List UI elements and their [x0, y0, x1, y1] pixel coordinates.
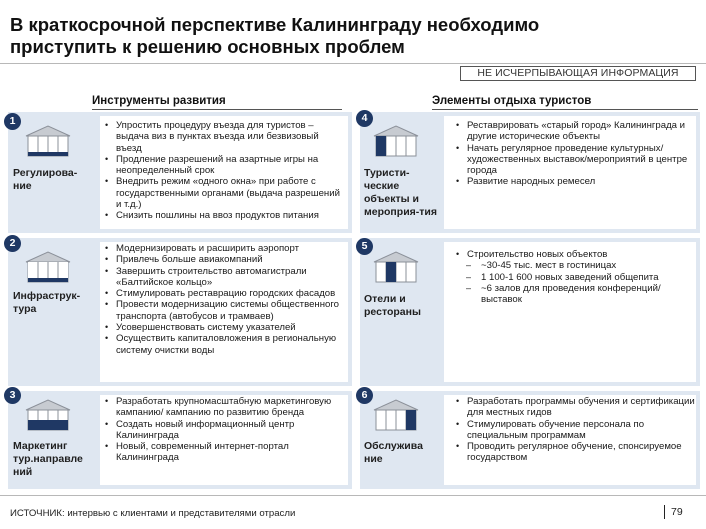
panel-number-badge: 6	[356, 387, 373, 404]
disclaimer-badge: НЕ ИСЧЕРПЫВАЮЩАЯ ИНФОРМАЦИЯ	[460, 66, 696, 81]
house-icon	[24, 250, 72, 284]
list-item: • Провести модернизацию системы общественного транспорта (автобусов и трамваев)	[104, 299, 340, 322]
panel-number-badge: 2	[4, 235, 21, 252]
list-item: • Разработать программы обучения и сертификации для местных гидов	[455, 396, 695, 419]
list-item: • Модернизировать и расширить аэропорт	[104, 243, 340, 254]
footer-divider	[0, 495, 706, 496]
attractions-list	[455, 120, 695, 188]
list-item: • Стимулировать реставрацию городских фасадов	[104, 288, 340, 299]
house-icon	[372, 398, 420, 432]
list-item: • Упростить процедуру въезда для туристов – выдача виз в пунктах въезда или безвизовый въезд	[104, 120, 340, 154]
source-note: ИСТОЧНИК: интервью с клиентами и представителями отрасли	[10, 508, 296, 519]
regulation-list	[104, 120, 340, 222]
right-column-header: Элементы отдыха туристов	[432, 95, 592, 107]
panel-number-badge: 1	[4, 113, 21, 130]
hotels-list	[455, 249, 695, 305]
list-item: • Усовершенствовать систему указателей	[104, 322, 340, 333]
list-item: • Проводить регулярное обучение, спонсируемое государством	[455, 441, 695, 464]
page-title: В краткосрочной перспективе Калининграду необходимо приступить к решению основных проблем	[10, 14, 540, 57]
house-icon	[24, 124, 72, 158]
list-item: – 1 100-1 600 новых заведений общепита	[455, 272, 695, 283]
list-item: • Внедрить режим «одного окна» при работе с государственными органами (выдача разрешений и т.д.)	[104, 176, 340, 210]
list-item: – ~6 залов для проведения конференций/выставок	[455, 283, 695, 306]
marketing-list	[104, 396, 340, 464]
panel-label-regulation: Регулирова-ние	[13, 167, 78, 192]
list-item: • Продление разрешений на азартные игры на неопределенный срок	[104, 154, 340, 177]
panel-label-infrastructure: Инфраструк-тура	[13, 290, 81, 315]
panel-number-badge: 5	[356, 238, 373, 255]
panel-label-hotels: Отели и рестораны	[364, 293, 421, 318]
list-item: • Снизить пошлины на ввоз продуктов питания	[104, 210, 340, 221]
title-divider	[0, 63, 706, 64]
page-number: 79	[664, 505, 683, 519]
house-icon	[372, 124, 420, 158]
list-item: • Стимулировать обучение персонала по специальным программам	[455, 419, 695, 442]
left-column-header-rule	[92, 109, 342, 110]
list-item: • Новый, современный интернет-портал Калининграда	[104, 441, 340, 464]
list-item: • Осуществить капиталовложения в региональную систему очистки воды	[104, 333, 340, 356]
list-item: • Реставрировать «старый город» Калининграда и другие исторические объекты	[455, 120, 695, 143]
right-column-header-rule	[432, 109, 698, 110]
list-item: – ~30-45 тыс. мест в гостиницах	[455, 260, 695, 271]
house-icon	[24, 398, 72, 432]
list-item: • Развитие народных ремесел	[455, 176, 695, 187]
panel-label-service: Обслужива ние	[364, 440, 423, 465]
panel-label-attractions: Туристи-ческие объекты и мероприя-тия	[364, 167, 437, 218]
list-item: • Разработать крупномасштабную маркетинговую кампанию/ кампанию по развитию бренда	[104, 396, 340, 419]
infrastructure-list	[104, 243, 340, 356]
list-item: • Строительство новых объектов	[455, 249, 695, 260]
panel-number-badge: 3	[4, 387, 21, 404]
left-column-header: Инструменты развития	[92, 95, 226, 107]
list-item: • Создать новый информационный центр Калининграда	[104, 419, 340, 442]
panel-number-badge: 4	[356, 110, 373, 127]
panel-label-marketing: Маркетинг тур.направле ний	[13, 440, 83, 478]
list-item: • Начать регулярное проведение культурных/художественных выставок/мероприятий в центре города	[455, 143, 695, 177]
service-list	[455, 396, 695, 464]
list-item: • Завершить строительство автомагистрали «Балтийское кольцо»	[104, 266, 340, 289]
house-icon	[372, 250, 420, 284]
list-item: • Привлечь больше авиакомпаний	[104, 254, 340, 265]
